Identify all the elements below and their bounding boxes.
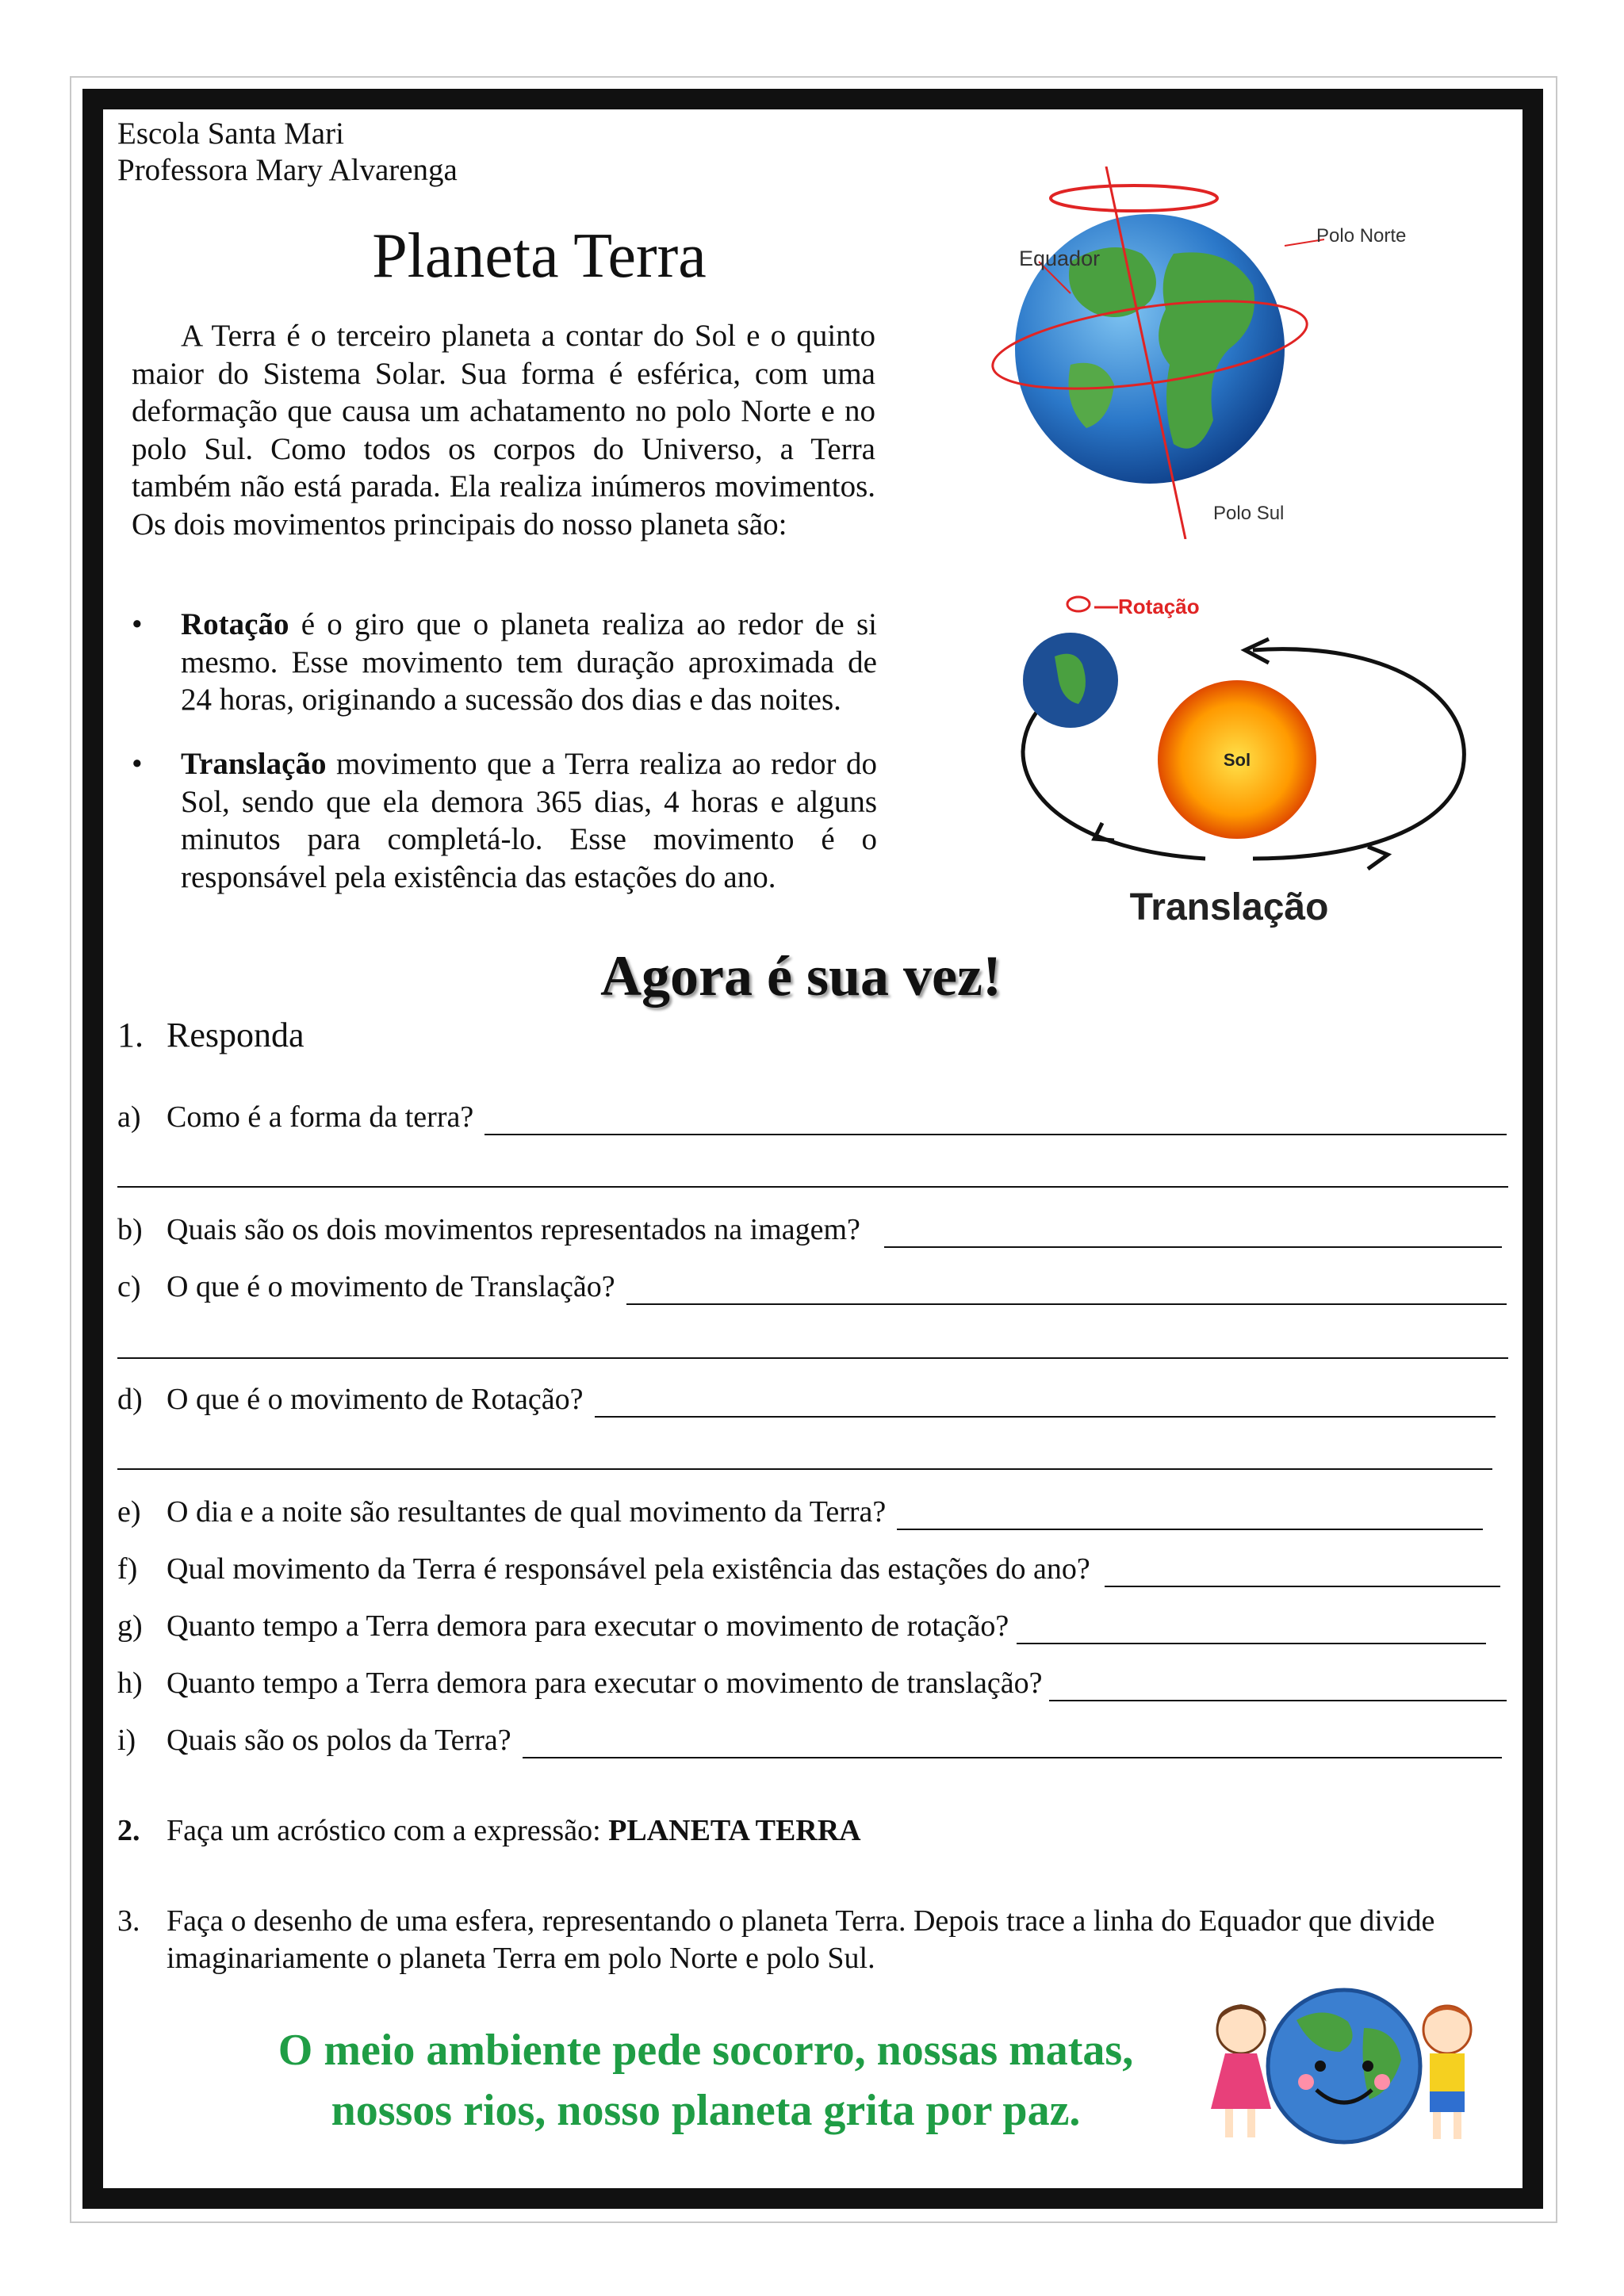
question-letter: f) — [117, 1552, 138, 1586]
question-c — [117, 1269, 1507, 1305]
answer-line[interactable] — [1105, 1557, 1500, 1587]
answer-line[interactable] — [884, 1218, 1502, 1248]
question-a — [117, 1099, 1507, 1135]
answer-line[interactable] — [1049, 1671, 1507, 1701]
question-text: Quais são os dois movimentos representados na imagem? — [167, 1213, 860, 1246]
question-b — [117, 1211, 1502, 1248]
answer-line[interactable] — [626, 1275, 1507, 1305]
task-number: 2. — [117, 1814, 140, 1847]
task-drawing — [117, 1903, 1465, 1977]
teacher-name: Professora Mary Alvarenga — [117, 153, 458, 187]
boy-shorts — [1430, 2091, 1465, 2112]
answer-line[interactable] — [595, 1387, 1496, 1418]
question-letter: e) — [117, 1495, 141, 1529]
question-letter: i) — [117, 1724, 136, 1757]
section-number: 1. — [117, 1016, 144, 1054]
question-letter: a) — [117, 1100, 141, 1134]
question-text: O que é o movimento de Translação? — [167, 1270, 615, 1303]
globe-cheek — [1298, 2074, 1314, 2090]
boy-leg — [1433, 2112, 1441, 2139]
answer-line[interactable] — [523, 1728, 1502, 1758]
girl-dress — [1211, 2053, 1271, 2109]
answer-line[interactable] — [485, 1105, 1507, 1135]
task-emphasis: PLANETA TERRA — [608, 1814, 861, 1847]
globe-eye — [1315, 2061, 1326, 2072]
answer-line[interactable] — [117, 1468, 1492, 1470]
rotation-arc — [1051, 186, 1217, 211]
task-text: Faça um acróstico com a expressão: — [167, 1814, 609, 1847]
header-block — [117, 116, 458, 189]
question-d — [117, 1381, 1496, 1418]
bullet-term: Translação — [181, 747, 327, 781]
question-g — [117, 1608, 1486, 1644]
activity-heading: Agora é sua vez! — [600, 944, 1002, 1008]
orbit-illustration — [1007, 585, 1483, 934]
answer-line[interactable] — [117, 1186, 1508, 1188]
kids-globe-illustration — [1193, 1973, 1495, 2155]
question-letter: d) — [117, 1383, 143, 1416]
task-text: Faça o desenho de uma esfera, representando o planeta Terra. Depois trace a linha do Equador que divide imaginariamente o planeta Terra em polo Norte e polo Sul. — [167, 1904, 1435, 1975]
translation-label: Translação — [1129, 886, 1329, 928]
bullet-text: é o giro que o planeta realiza ao redor de si mesmo. Esse movimento tem duração aproximada de 24 horas, originando a sucessão dos dias e das noites. — [181, 607, 877, 717]
question-e — [117, 1494, 1483, 1530]
section-label: Responda — [167, 1016, 304, 1054]
section-respond — [117, 1013, 304, 1058]
question-letter: c) — [117, 1270, 141, 1303]
orbit-arrow — [1094, 823, 1114, 840]
page-title: Planeta Terra — [372, 221, 707, 291]
bullet-dot: • — [132, 747, 143, 781]
motto-line: O meio ambiente pede socorro, nossas matas, — [278, 2026, 1134, 2075]
question-text: Quanto tempo a Terra demora para executar o movimento de rotação? — [167, 1609, 1009, 1643]
question-text: Quais são os polos da Terra? — [167, 1724, 511, 1757]
north-pole-label: Polo Norte — [1316, 225, 1407, 247]
south-pole-label: Polo Sul — [1213, 503, 1285, 524]
orbit-arrow — [1368, 847, 1388, 869]
bullet-text: movimento que a Terra realiza ao redor do Sol, sendo que ela demora 365 dias, 4 horas e alguns minutos para completá-lo. Esse movimento é o responsável pela existência das estações do ano. — [181, 747, 877, 894]
question-h — [117, 1665, 1507, 1701]
girl-leg — [1225, 2109, 1233, 2137]
rotation-arc — [1067, 597, 1090, 611]
question-letter: g) — [117, 1609, 143, 1643]
boy-leg — [1454, 2112, 1461, 2139]
intro-paragraph: A Terra é o terceiro planeta a contar do Sol e o quinto maior do Sistema Solar. Sua forma é esférica, com uma deformação que causa um achatamento no polo Norte e no polo Sul. Como todos os corpos do Universo, a Terra também não está parada. Ela realiza inúmeros movimentos. Os dois movimentos principais do nosso planeta são: — [132, 319, 875, 541]
answer-line[interactable] — [897, 1500, 1483, 1530]
question-text: Qual movimento da Terra é responsável pela existência das estações do ano? — [167, 1552, 1090, 1586]
bullet-term: Rotação — [181, 607, 289, 641]
environment-motto — [182, 2020, 1229, 2141]
girl-leg — [1247, 2109, 1255, 2137]
question-text: O que é o movimento de Rotação? — [167, 1383, 584, 1416]
globe-cheek — [1374, 2074, 1390, 2090]
motto-line: nossos rios, nosso planeta grita por paz. — [331, 2086, 1081, 2135]
equator-label: Equador — [1019, 247, 1101, 270]
rotation-label: Rotação — [1118, 595, 1200, 618]
bullet-translation — [132, 745, 877, 896]
question-i — [117, 1722, 1502, 1758]
task-number: 3. — [117, 1904, 140, 1938]
question-text: Como é a forma da terra? — [167, 1100, 474, 1134]
question-letter: h) — [117, 1667, 143, 1700]
school-name: Escola Santa Mari — [117, 117, 344, 151]
sun-label: Sol — [1223, 750, 1251, 770]
globe-illustration — [975, 166, 1483, 539]
bullet-rotation — [132, 606, 877, 719]
question-text: O dia e a noite são resultantes de qual movimento da Terra? — [167, 1495, 887, 1529]
task-acrostic — [117, 1812, 861, 1849]
bullet-dot: • — [132, 607, 143, 641]
boy-shirt — [1430, 2053, 1465, 2093]
answer-line[interactable] — [1017, 1614, 1486, 1644]
globe-eye — [1362, 2061, 1373, 2072]
question-f — [117, 1551, 1500, 1587]
answer-line[interactable] — [117, 1357, 1508, 1359]
question-letter: b) — [117, 1213, 143, 1246]
question-text: Quanto tempo a Terra demora para executar o movimento de translação? — [167, 1667, 1043, 1700]
